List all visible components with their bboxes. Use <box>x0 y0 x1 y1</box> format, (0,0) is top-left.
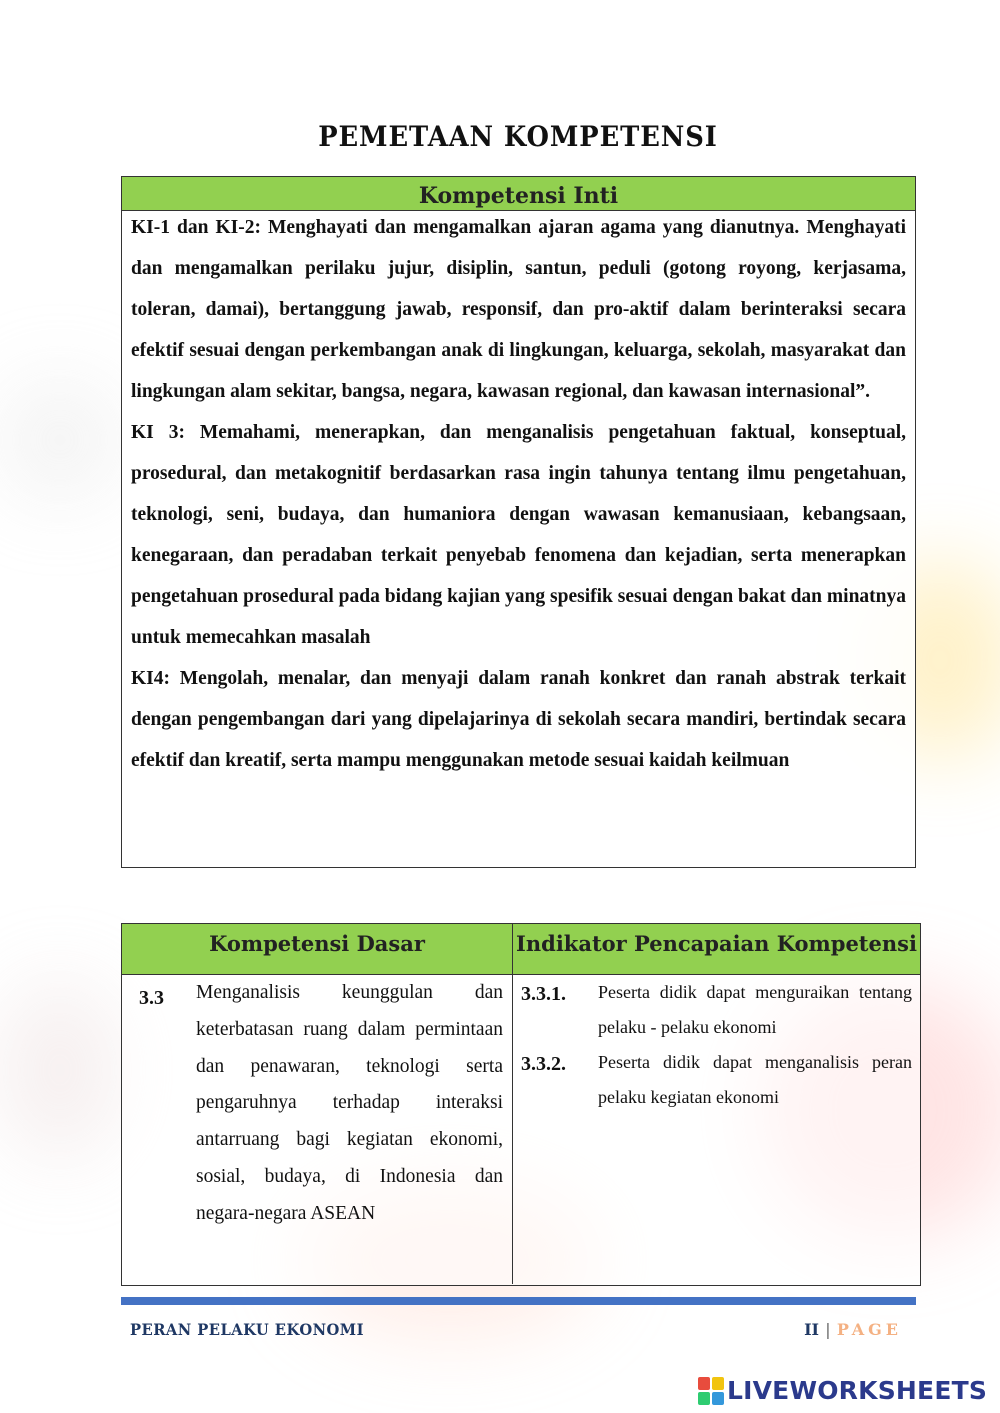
page-label: PAGE <box>836 1320 902 1339</box>
liveworksheets-text: LIVEWORKSHEETS <box>727 1376 988 1405</box>
kompetensi-inti-header: Kompetensi Inti <box>122 177 915 211</box>
indicator-text: Peserta didik dapat menganalisis peran pelaku kegiatan ekonomi <box>598 1052 912 1107</box>
kompetensi-dasar-header-row <box>122 924 920 975</box>
kd-number: 3.3 <box>139 987 164 1009</box>
footer-chapter-title: PERAN PELAKU EKONOMI <box>130 1320 364 1339</box>
background-blob <box>0 980 120 1160</box>
page-separator: | <box>825 1320 831 1339</box>
kompetensi-inti-table <box>121 176 916 868</box>
kompetensi-dasar-table <box>121 923 921 1286</box>
kd-text: Menganalisis keunggulan dan keterbatasan ruang dalam permintaan dan penawaran, teknologi serta pengaruhnya terhadap interaksi antarruang bagi kegiatan ekonomi, sosial, budaya, di Indonesia dan negara-negara ASEAN <box>196 982 503 1224</box>
page-number: II <box>804 1320 820 1339</box>
indicator-number: 3.3.2. <box>521 1053 566 1075</box>
kompetensi-inti-body <box>122 207 915 781</box>
indikator-header: Indikator Pencapaian Kompetensi <box>513 924 920 975</box>
footer-page-info <box>804 1320 902 1339</box>
kompetensi-dasar-header: Kompetensi Dasar <box>122 924 513 975</box>
liveworksheets-logo-icon <box>698 1377 724 1405</box>
indicator-text: Peserta didik dapat menguraikan tentang pelaku - pelaku ekonomi <box>598 982 912 1037</box>
indicator-number: 3.3.1. <box>521 983 566 1005</box>
background-blob <box>0 380 120 500</box>
ki-1-2-paragraph: KI-1 dan KI-2: Menghayati dan mengamalkan ajaran agama yang dianutnya. Menghayati dan mengamalkan perilaku jujur, disiplin, santun, peduli (gotong royong, kerjasama, toleran, damai), bertanggung jawab, responsif, dan pro-aktif dalam berinteraksi secara efektif sesuai dengan perkembangan anak di lingkungan, keluarga, sekolah, masyarakat dan lingkungan alam sekitar, bangsa, negara, kawasan regional, dan kawasan internasional”. <box>131 217 906 402</box>
ki-4-paragraph: KI4: Mengolah, menalar, dan menyaji dalam ranah konkret dan ranah abstrak terkait dengan pengembangan dari yang dipelajarinya di sekolah secara mandiri, bertindak secara efektif dan kreatif, serta mampu menggunakan metode sesuai kaidah keilmuan <box>131 668 906 771</box>
kompetensi-dasar-cell <box>122 975 513 1284</box>
ki-3-paragraph: KI 3: Memahami, menerapkan, dan menganalisis pengetahuan faktual, konseptual, prosedural, dan metakognitif berdasarkan rasa ingin tahunya tentang ilmu pengetahuan, teknologi, seni, budaya, dan humaniora dengan wawasan kemanusiaan, kebangsaan, kenegaraan, dan peradaban terkait penyebab fenomena dan kejadian, serta menerapkan pengetahuan prosedural pada bidang kajian yang spesifik sesuai dengan bakat dan minatnya untuk memecahkan masalah <box>131 422 907 648</box>
liveworksheets-watermark <box>698 1376 987 1405</box>
page-title: PEMETAAN KOMPETENSI <box>318 120 718 153</box>
kompetensi-dasar-body-row <box>122 975 920 1284</box>
footer-divider <box>121 1297 916 1305</box>
indikator-cell <box>513 975 920 1284</box>
